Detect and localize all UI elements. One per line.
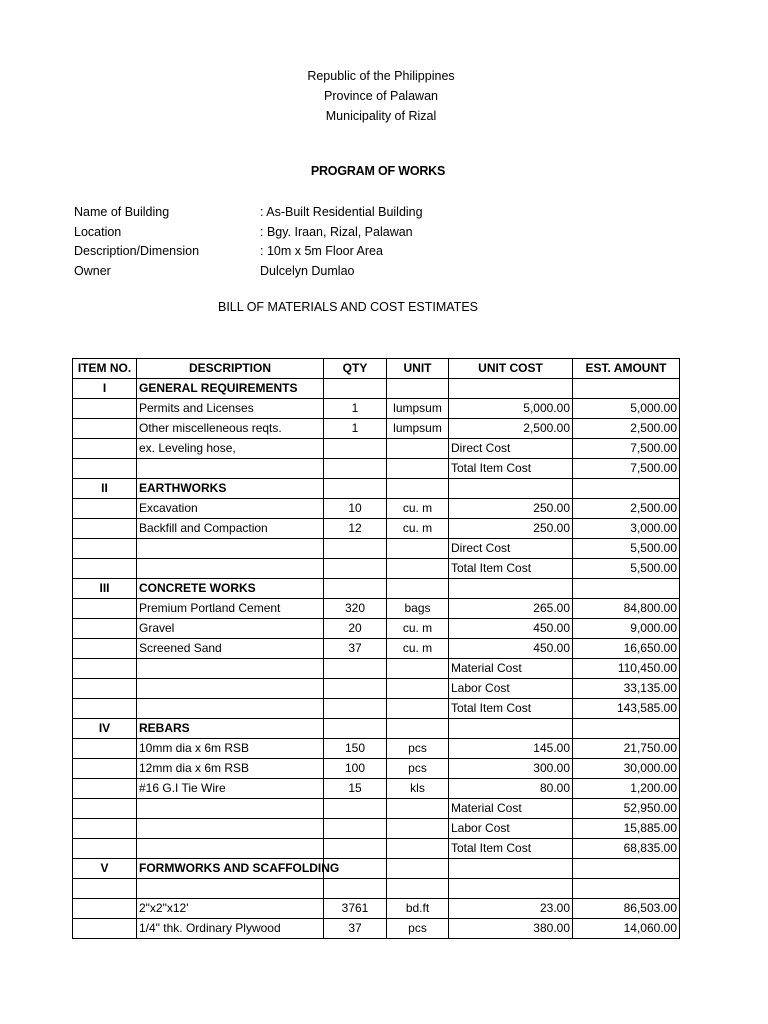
unit-cell [387, 459, 449, 479]
info-row [74, 203, 574, 223]
item-no-cell [73, 679, 137, 699]
subtotal-label-cell: Total Item Cost [449, 839, 573, 859]
qty-cell: 1 [324, 399, 387, 419]
unit-cell [387, 719, 449, 739]
header-line-1: Republic of the Philippines [307, 69, 455, 83]
header-qty: QTY [324, 359, 387, 379]
amount-cell: 2,500.00 [573, 499, 680, 519]
description-cell [137, 659, 324, 679]
unit-cost-cell: 450.00 [449, 619, 573, 639]
section-title-cell: GENERAL REQUIREMENTS [137, 379, 324, 399]
item-no-cell [73, 419, 137, 439]
info-label: Name of Building [74, 205, 170, 219]
qty-cell [324, 579, 387, 599]
item-no-cell [73, 559, 137, 579]
unit-cost-cell: 5,000.00 [449, 399, 573, 419]
item-no-cell [73, 819, 137, 839]
unit-cell [387, 579, 449, 599]
qty-cell: 20 [324, 619, 387, 639]
amount-cell [573, 859, 680, 879]
subtotal-amount-cell: 5,500.00 [573, 559, 680, 579]
description-cell [137, 879, 324, 899]
unit-cell: cu. m [387, 619, 449, 639]
document-title: PROGRAM OF WORKS [310, 164, 446, 178]
unit-cost-cell: 250.00 [449, 519, 573, 539]
amount-cell: 5,000.00 [573, 399, 680, 419]
subtotal-amount-cell: 110,450.00 [573, 659, 680, 679]
description-cell [137, 799, 324, 819]
unit-cell: pcs [387, 919, 449, 939]
unit-cell [387, 659, 449, 679]
amount-cell [573, 479, 680, 499]
header-unit-cost: UNIT COST [449, 359, 573, 379]
subtotal-row [73, 679, 680, 699]
qty-cell [324, 559, 387, 579]
description-cell: 2"x2"x12' [137, 899, 324, 919]
subtotal-amount-cell: 15,885.00 [573, 819, 680, 839]
subtotal-amount-cell: 143,585.00 [573, 699, 680, 719]
unit-cell [387, 479, 449, 499]
unit-cell [387, 559, 449, 579]
description-cell: Other miscelleneous reqts. [137, 419, 324, 439]
unit-cost-cell: 23.00 [449, 899, 573, 919]
info-value: Dulcelyn Dumlao [260, 263, 355, 278]
bill-of-materials-table [72, 358, 680, 939]
item-no-cell [73, 659, 137, 679]
item-no-cell: V [73, 859, 137, 879]
item-no-cell [73, 459, 137, 479]
qty-cell: 15 [324, 779, 387, 799]
table-row [73, 619, 680, 639]
amount-cell: 16,650.00 [573, 639, 680, 659]
description-cell [137, 539, 324, 559]
unit-cell [387, 879, 449, 899]
item-no-cell [73, 619, 137, 639]
unit-cell [387, 839, 449, 859]
amount-cell [573, 579, 680, 599]
amount-cell [573, 379, 680, 399]
amount-cell: 21,750.00 [573, 739, 680, 759]
header-item-no: ITEM NO. [73, 359, 137, 379]
info-row [74, 262, 574, 282]
table-row [73, 519, 680, 539]
amount-cell: 30,000.00 [573, 759, 680, 779]
subtotal-label-cell: Direct Cost [449, 539, 573, 559]
qty-cell [324, 719, 387, 739]
section-row [73, 479, 680, 499]
description-cell: ex. Leveling hose, [137, 439, 324, 459]
qty-cell [324, 539, 387, 559]
qty-cell: 10 [324, 499, 387, 519]
info-label: Location [74, 224, 122, 239]
unit-cell [387, 819, 449, 839]
table-row [73, 739, 680, 759]
subtotal-amount-cell: 68,835.00 [573, 839, 680, 859]
table-row [73, 639, 680, 659]
section-title-cell: REBARS [137, 719, 324, 739]
subtotal-label-cell: Total Item Cost [449, 559, 573, 579]
description-cell: Backfill and Compaction [137, 519, 324, 539]
unit-cost-cell [449, 379, 573, 399]
unit-cost-cell [449, 879, 573, 899]
item-no-cell: III [73, 579, 137, 599]
subtotal-label-cell: Total Item Cost [449, 459, 573, 479]
unit-cell [387, 699, 449, 719]
qty-cell: 320 [324, 599, 387, 619]
subtotal-row [73, 839, 680, 859]
item-no-cell [73, 399, 137, 419]
document-header [0, 66, 768, 126]
item-no-cell [73, 839, 137, 859]
subtotal-label-cell: Labor Cost [449, 679, 573, 699]
subtotal-amount-cell: 33,135.00 [573, 679, 680, 699]
amount-cell [573, 719, 680, 739]
unit-cell [387, 679, 449, 699]
subtotal-amount-cell: 5,500.00 [573, 539, 680, 559]
item-no-cell: IV [73, 719, 137, 739]
qty-cell [324, 799, 387, 819]
item-no-cell [73, 759, 137, 779]
section-row [73, 579, 680, 599]
unit-cost-cell: 145.00 [449, 739, 573, 759]
item-no-cell [73, 639, 137, 659]
item-no-cell [73, 539, 137, 559]
subtotal-row [73, 459, 680, 479]
unit-cost-cell: 265.00 [449, 599, 573, 619]
qty-cell [324, 439, 387, 459]
header-est-amount: EST. AMOUNT [573, 359, 680, 379]
qty-cell [324, 479, 387, 499]
unit-cell [387, 379, 449, 399]
qty-cell: 37 [324, 639, 387, 659]
item-no-cell [73, 499, 137, 519]
item-no-cell: I [73, 379, 137, 399]
qty-cell [324, 819, 387, 839]
amount-cell: 1,200.00 [573, 779, 680, 799]
qty-cell: 1 [324, 419, 387, 439]
description-cell: 10mm dia x 6m RSB [137, 739, 324, 759]
unit-cell [387, 799, 449, 819]
unit-cell: lumpsum [387, 419, 449, 439]
item-no-cell [73, 919, 137, 939]
qty-cell: 100 [324, 759, 387, 779]
subtotal-row [73, 699, 680, 719]
section-title-cell: CONCRETE WORKS [137, 579, 324, 599]
subtotal-row [73, 439, 680, 459]
subtotal-label-cell: Labor Cost [449, 819, 573, 839]
amount-cell: 14,060.00 [573, 919, 680, 939]
building-info [74, 203, 574, 281]
subtotal-label-cell: Total Item Cost [449, 699, 573, 719]
unit-cell: bd.ft [387, 899, 449, 919]
section-row [73, 859, 680, 879]
section-row [73, 719, 680, 739]
description-cell [137, 699, 324, 719]
qty-cell [324, 699, 387, 719]
section-row [73, 379, 680, 399]
unit-cost-cell [449, 479, 573, 499]
item-no-cell [73, 799, 137, 819]
table-row [73, 599, 680, 619]
table-row [73, 899, 680, 919]
unit-cell: bags [387, 599, 449, 619]
description-cell: Screened Sand [137, 639, 324, 659]
subtotal-amount-cell: 7,500.00 [573, 459, 680, 479]
qty-cell: 37 [324, 919, 387, 939]
unit-cell [387, 859, 449, 879]
unit-cell: lumpsum [387, 399, 449, 419]
qty-cell [324, 379, 387, 399]
unit-cell: cu. m [387, 519, 449, 539]
header-line-2: Province of Palawan [324, 89, 438, 103]
subtotal-row [73, 559, 680, 579]
table-row [73, 919, 680, 939]
table-row [73, 499, 680, 519]
subtotal-label-cell: Material Cost [449, 799, 573, 819]
info-value: : Bgy. Iraan, Rizal, Palawan [260, 224, 413, 239]
unit-cost-cell [449, 579, 573, 599]
unit-cell [387, 439, 449, 459]
table-header-row [73, 359, 680, 379]
description-cell [137, 839, 324, 859]
unit-cost-cell: 80.00 [449, 779, 573, 799]
amount-cell: 2,500.00 [573, 419, 680, 439]
qty-cell [324, 459, 387, 479]
item-no-cell [73, 699, 137, 719]
description-cell: 1/4" thk. Ordinary Plywood [137, 919, 324, 939]
subtotal-row [73, 819, 680, 839]
description-cell: Excavation [137, 499, 324, 519]
header-line-3: Municipality of Rizal [325, 109, 437, 123]
item-no-cell [73, 519, 137, 539]
info-row [74, 223, 574, 243]
amount-cell: 86,503.00 [573, 899, 680, 919]
description-cell [137, 559, 324, 579]
item-no-cell [73, 439, 137, 459]
unit-cell: pcs [387, 759, 449, 779]
unit-cell: pcs [387, 739, 449, 759]
header-unit: UNIT [387, 359, 449, 379]
unit-cost-cell: 2,500.00 [449, 419, 573, 439]
unit-cost-cell [449, 859, 573, 879]
item-no-cell [73, 739, 137, 759]
info-label: Description/Dimension [74, 244, 200, 258]
qty-cell [324, 839, 387, 859]
description-cell [137, 459, 324, 479]
amount-cell [573, 879, 680, 899]
description-cell: 12mm dia x 6m RSB [137, 759, 324, 779]
subtotal-label-cell: Material Cost [449, 659, 573, 679]
header-description: DESCRIPTION [137, 359, 324, 379]
info-value: : As-Built Residential Building [260, 205, 423, 219]
info-value: : 10m x 5m Floor Area [260, 244, 383, 258]
info-label: Owner [74, 263, 111, 278]
unit-cost-cell: 300.00 [449, 759, 573, 779]
item-no-cell [73, 899, 137, 919]
amount-cell: 9,000.00 [573, 619, 680, 639]
description-cell [137, 819, 324, 839]
table-body [73, 379, 680, 939]
qty-cell [324, 879, 387, 899]
qty-cell [324, 679, 387, 699]
subtotal-label-cell: Direct Cost [449, 439, 573, 459]
subtotal-amount-cell: 52,950.00 [573, 799, 680, 819]
amount-cell: 84,800.00 [573, 599, 680, 619]
unit-cost-cell [449, 719, 573, 739]
item-no-cell [73, 779, 137, 799]
qty-cell: 3761 [324, 899, 387, 919]
description-cell [137, 679, 324, 699]
info-row [74, 242, 574, 262]
section-subtitle: BILL OF MATERIALS AND COST ESTIMATES [217, 300, 478, 314]
unit-cell: cu. m [387, 639, 449, 659]
table-row [73, 779, 680, 799]
description-cell: Gravel [137, 619, 324, 639]
table-row [73, 419, 680, 439]
unit-cell: kls [387, 779, 449, 799]
table-row [73, 759, 680, 779]
item-no-cell [73, 599, 137, 619]
qty-cell [324, 659, 387, 679]
unit-cost-cell: 250.00 [449, 499, 573, 519]
description-cell: Permits and Licenses [137, 399, 324, 419]
unit-cost-cell: 450.00 [449, 639, 573, 659]
description-cell: #16 G.I Tie Wire [137, 779, 324, 799]
blank-row [73, 879, 680, 899]
description-cell: Premium Portland Cement [137, 599, 324, 619]
amount-cell: 3,000.00 [573, 519, 680, 539]
subtotal-row [73, 659, 680, 679]
subtotal-row [73, 539, 680, 559]
item-no-cell: II [73, 479, 137, 499]
unit-cell [387, 539, 449, 559]
unit-cell: cu. m [387, 499, 449, 519]
unit-cost-cell: 380.00 [449, 919, 573, 939]
item-no-cell [73, 879, 137, 899]
section-title-cell: FORMWORKS AND SCAFFOLDING [137, 859, 324, 879]
subtotal-row [73, 799, 680, 819]
section-title-cell: EARTHWORKS [137, 479, 324, 499]
table-row [73, 399, 680, 419]
qty-cell: 12 [324, 519, 387, 539]
subtotal-amount-cell: 7,500.00 [573, 439, 680, 459]
qty-cell: 150 [324, 739, 387, 759]
